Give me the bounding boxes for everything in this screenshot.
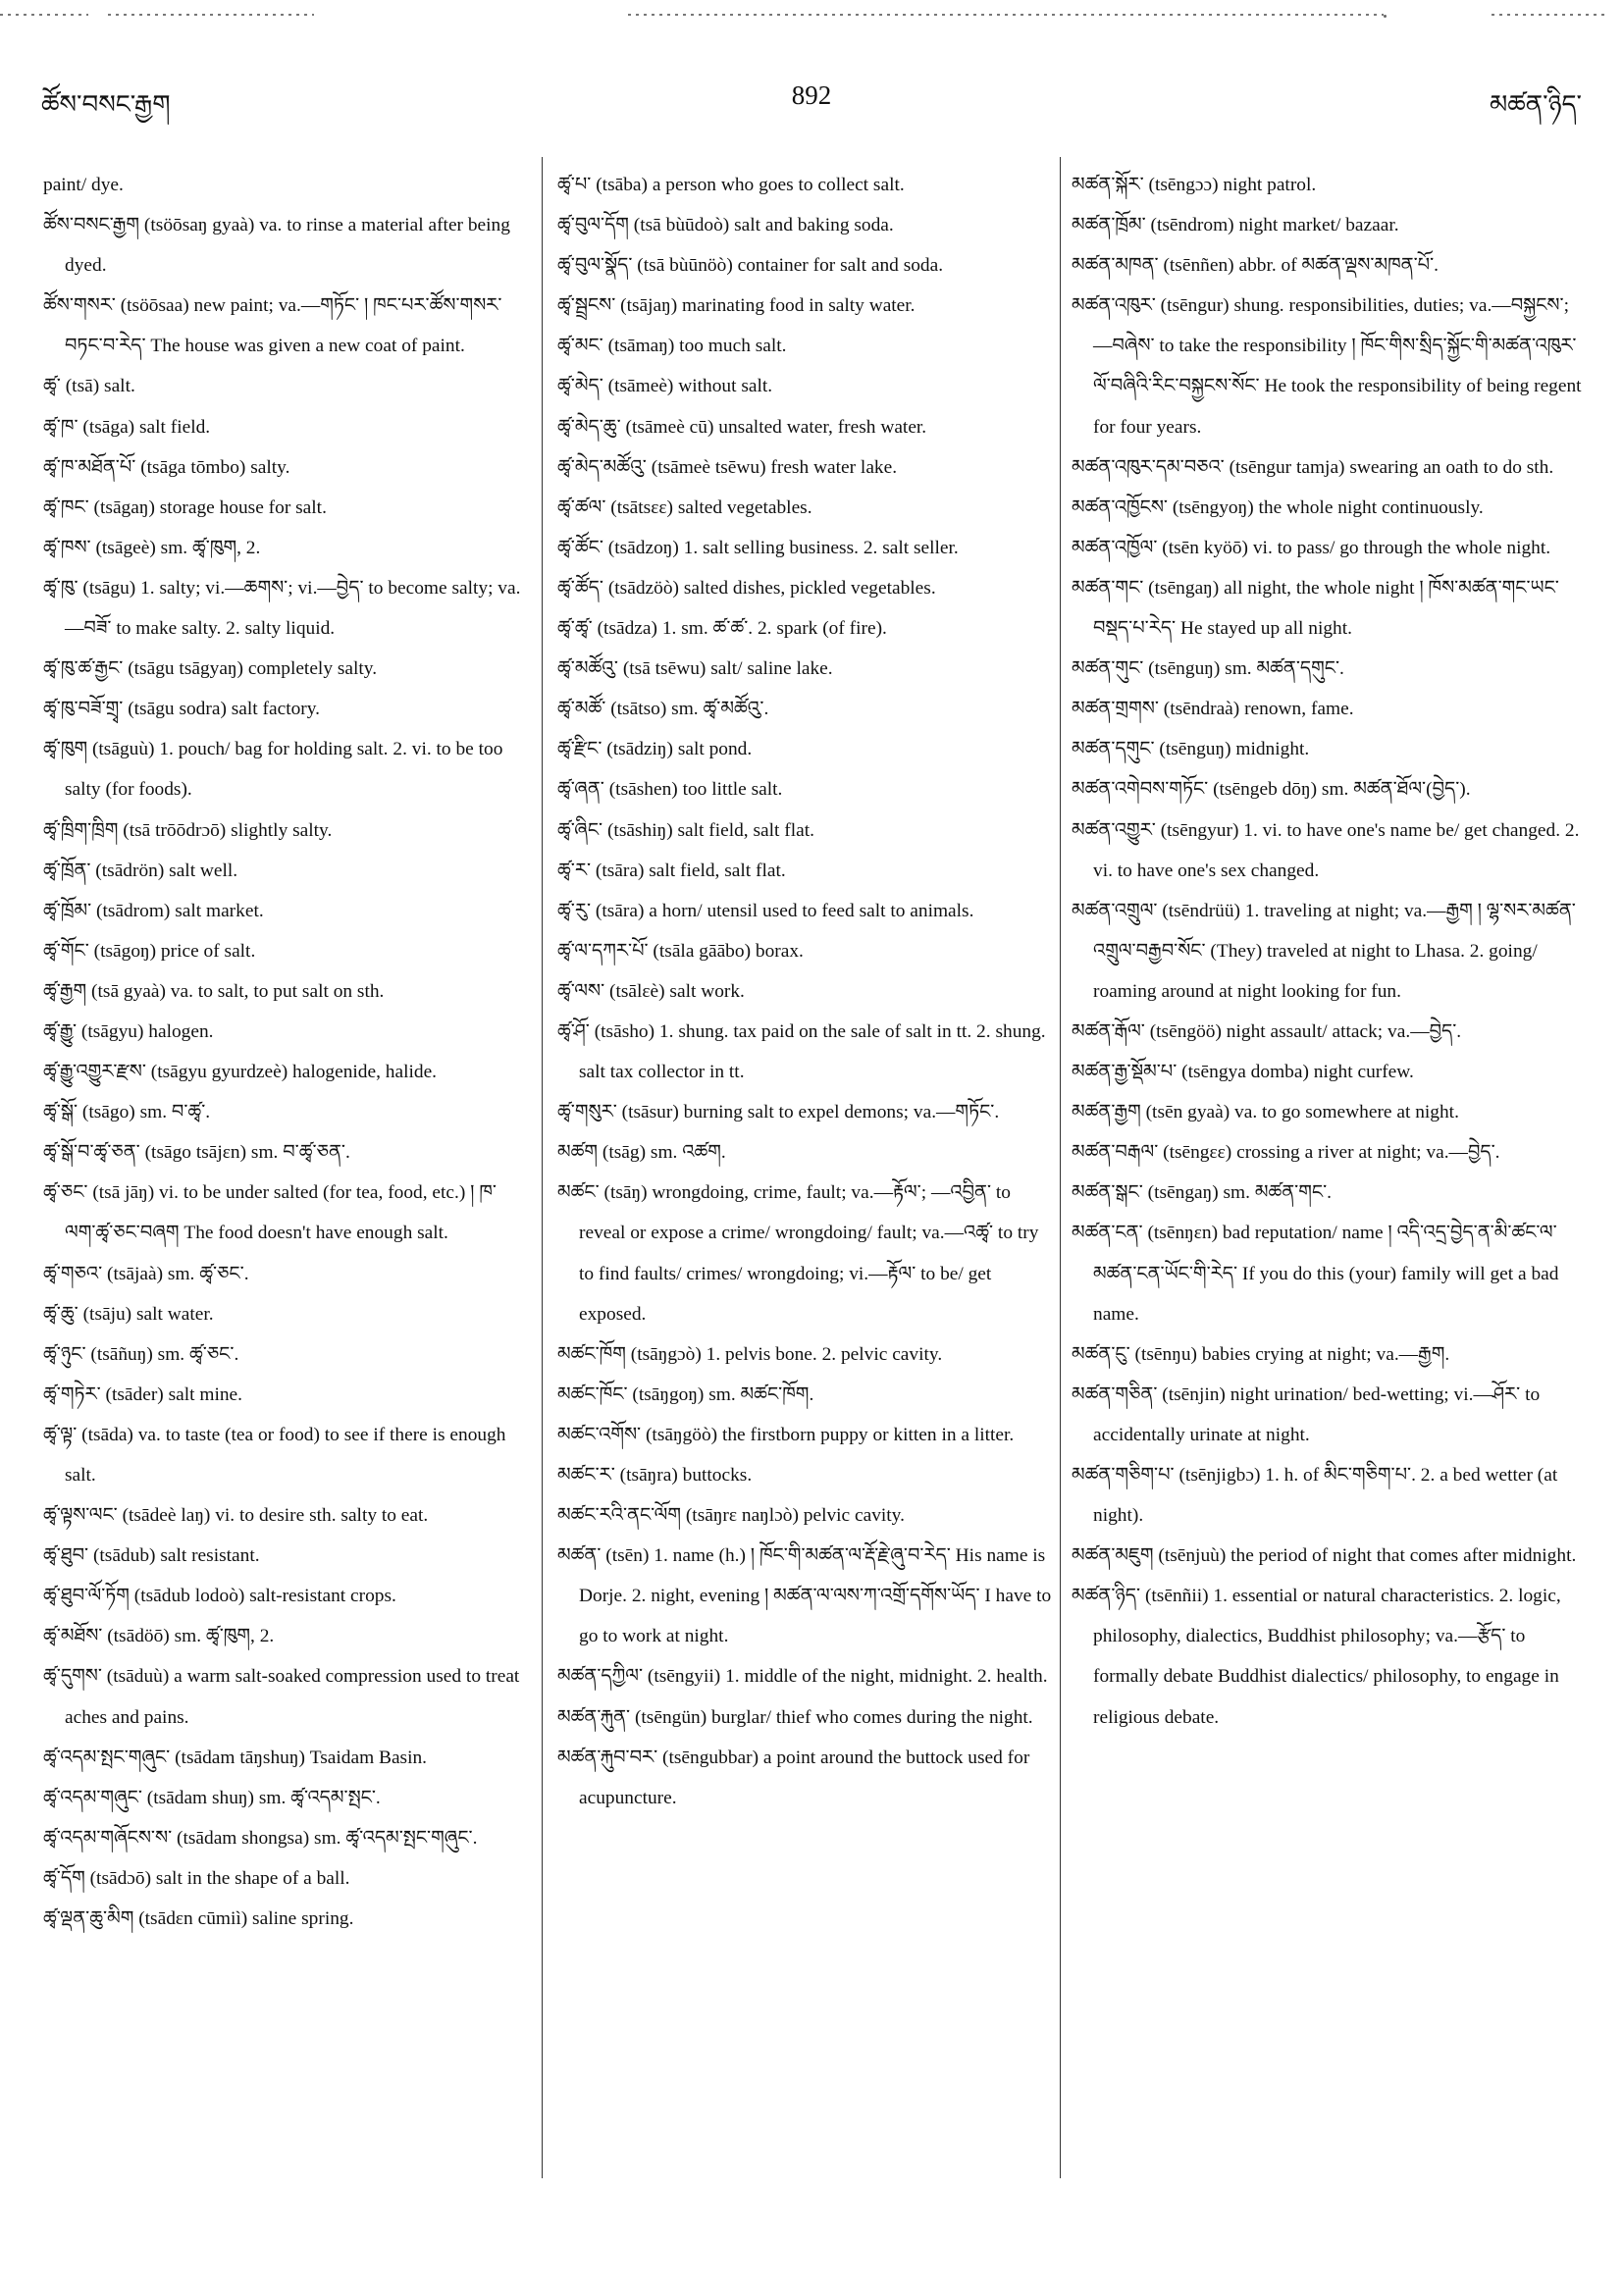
dictionary-entry: ཚྭ་ཁ་ (tsāga) salt field. [43,416,211,438]
dictionary-entry: ཚྭ་ཁྲོམ་ (tsādrom) salt market. [43,900,264,921]
dictionary-entry: ཚྭ་ར་ (tsāra) salt field, salt flat. [557,860,786,881]
dictionary-entry: མཚན་མཇུག (tsēnjuù) the period of night that comes after midnight. [1072,1545,1577,1567]
dictionary-entry: མཚན་རྒོལ་ (tsēngöö) night assault/ attack; va.—བྱེད་. [1072,1020,1462,1042]
scan-speck [1384,15,1387,18]
dictionary-entry: མཚན་ (tsēn) 1. name (h.) ། ཁོང་གི་མཚན་ལ་རྡོ་རྗེ་ཞུ་བ་རེད་ His name is Dorje. 2. night, evening ། མཚན་ལ་ལས་ཀ་འགྲོ་དགོས་ཡོད་ I have to go to work at night. [557,1545,1052,1647]
dictionary-entry: མཚང་ (tsāŋ) wrongdoing, crime, fault; va.—རྟོལ་; —འབྱིན་ to reveal or expose a crime/ wrongdoing/ fault; va.—འཚྭ་ to try to find faults/ crimes/ wrongdoing; vi.—རྟོལ་ to be/ get exposed. [557,1182,1039,1325]
dictionary-entry: ཚྭ་ཚོད་ (tsādzöò) salted dishes, pickled vegetables. [557,577,936,599]
dictionary-entry: ཚྭ་མེད་ (tsāmeè) without salt. [557,376,773,397]
dictionary-entry: མཚན་གུང་ (tsēnguŋ) sm. མཚན་དགུང་. [1072,658,1344,680]
column-rule [1060,157,1061,2178]
dictionary-entry: ཚྭ་ཆུ་ (tsāju) salt water. [43,1303,214,1325]
dictionary-entry: ཚྭ་ལྡན་ཆུ་མིག (tsādɛn cūmiì) saline spring. [43,1908,354,1930]
dictionary-entry: ཚྭ་འདམ་སྤང་གཞུང་ (tsādam tāŋshuŋ) Tsaidam Basin. [43,1747,428,1768]
dictionary-entry: མཚག (tsāg) sm. འཚག. [557,1142,726,1164]
column-rule [542,157,543,2178]
dictionary-entry: ཚྭ་མཚོའུ་ (tsā tsēwu) salt/ saline lake. [557,658,833,680]
dictionary-entry: ཚྭ་ཁུག (tsāguù) 1. pouch/ bag for holding salt. 2. vi. to be too salty (for foods). [43,739,503,801]
dictionary-entry: མཚང་ར་ (tsāŋra) buttocks. [557,1465,753,1486]
dictionary-entry: མཚན་ཉིད་ (tsēnñii) 1. essential or natural characteristics. 2. logic, philosophy, dialectics, Buddhist philosophy; va.—རྩོད་ to formally debate Buddhist dialectics/ philosophy, to engage in religious debate. [1072,1586,1561,1728]
dictionary-entry: ཚྭ་ཁུ་ (tsāgu) 1. salty; vi.—ཆགས་; vi.—བྱེད་ to become salty; va.—བཟོ་ to make salty. 2. salty liquid. [43,577,521,640]
dictionary-entry: ཚྭ་སྒོ་བ་ཚྭ་ཅན་ (tsāgo tsājɛn) sm. བ་ཚྭ་ཅན་. [43,1142,350,1164]
dictionary-entry: ཚྭ་ཉུང་ (tsāñuŋ) sm. ཚྭ་ཅང་. [43,1343,239,1365]
dictionary-entry: ཚྭ་གསུར་ (tsāsur) burning salt to expel demons; va.—གཏོང་. [557,1102,1000,1123]
dictionary-entry: ཚྭ་ཁུ་བཟོ་གྲྭ་ (tsāgu sodra) salt factory. [43,699,321,720]
dictionary-entry: ཚྭ་མེད་ཆུ་ (tsāmeè cū) unsalted water, fresh water. [557,416,927,438]
dictionary-entry: ཚྭ་ཞིང་ (tsāshiŋ) salt field, salt flat. [557,819,814,841]
dictionary-entry: མཚན་བརྒལ་ (tsēngɛɛ) crossing a river at night; va.—བྱེད་. [1072,1142,1500,1164]
dictionary-entry: ཚྭ་རྒྱུ་འགྱུར་རྫས་ (tsāgyu gyurdzeè) halogenide, halide. [43,1062,438,1083]
dictionary-entry: ཚྭ་ཚོང་ (tsādzoŋ) 1. salt selling business. 2. salt seller. [557,537,959,558]
dictionary-entry: ཚྭ་ (tsā) salt. [43,376,135,397]
dictionary-entry: ཚྭ་ཁྲིག་ཁྲིག (tsā trōōdrɔō) slightly salty. [43,819,333,841]
dictionary-entry: མཚན་སྐོར་ (tsēngɔɔ) night patrol. [1072,175,1317,195]
dictionary-entry: ཚྭ་རུ་ (tsāra) a horn/ utensil used to feed salt to animals. [557,900,974,921]
dictionary-entry: ཚྭ་ཚྭ་ (tsādza) 1. sm. ཚ་ཚ་. 2. spark (of fire). [557,618,887,640]
dictionary-entry: མཚང་ཁོག (tsāŋgɔò) 1. pelvis bone. 2. pelvic cavity. [557,1343,943,1365]
dictionary-entry: ཚྭ་ལྟ་ (tsāda) va. to taste (tea or food) to see if there is enough salt. [43,1424,506,1486]
dictionary-entry: མཚན་དགུང་ (tsēnguŋ) midnight. [1072,739,1310,760]
dictionary-entry: མཚན་འགྱུར་ (tsēngyur) 1. vi. to have one's name be/ get changed. 2. vi. to have one's sex changed. [1072,819,1580,881]
dictionary-entry: ཚྭ་སྒོ་ (tsāgo) sm. བ་ཚྭ་. [43,1102,211,1123]
dictionary-entry: ཚྭ་ཁྲོན་ (tsādrön) salt well. [43,860,238,881]
dictionary-entry: མཚང་ཁོང་ (tsāŋgoŋ) sm. མཚང་ཁོག. [557,1383,814,1405]
dictionary-entry: ཚྭ་མཚོ་ (tsātso) sm. ཚྭ་མཚོའུ་. [557,699,769,720]
dictionary-entry: ཚྭ་མཐོས་ (tsādöō) sm. ཚྭ་ཁུག, 2. [43,1626,275,1647]
dictionary-entry: ཚྭ་ཞན་ (tsāshen) too little salt. [557,779,783,801]
dictionary-entry: མཚན་རྐུན་ (tsēngün) burglar/ thief who comes during the night. [557,1706,1033,1728]
dictionary-entry: ཚྭ་དོག (tsādɔō) salt in the shape of a ball. [43,1867,350,1889]
dictionary-entry: ཚྭ་ཐུབ་ལོ་ཏོག (tsādub lodoò) salt-resistant crops. [43,1586,396,1607]
dictionary-entry: མཚན་འཁུར་ (tsēngur) shung. responsibilities, duties; va.—བསྐྱངས་; —བཞེས་ to take the responsibility ། ཁོང་གིས་སྲིད་སྐྱོང་གི་མཚན་འཁུར་ལོ་བཞིའི་རིང་བསྐྱངས་སོང་ He took the responsibility of being regent for four years. [1072,295,1582,438]
dictionary-entry: མཚན་རྒྱག (tsēn gyaà) va. to go somewhere at night. [1072,1102,1459,1123]
dictionary-entry: ཚྭ་ཁང་ (tsāgaŋ) storage house for salt. [43,496,327,518]
dictionary-entry: མཚན་ངུ་ (tsēnŋu) babies crying at night; va.—རྒྱག. [1072,1343,1450,1365]
dictionary-entry: ཚྭ་རྒྱག (tsā gyaà) va. to salt, to put salt on sth. [43,980,385,1002]
dictionary-entry: ཚྭ་ཐུབ་ (tsādub) salt resistant. [43,1545,260,1567]
dictionary-entry: ཚྭ་གཏེར་ (tsāder) salt mine. [43,1383,242,1405]
dictionary-entry: མཚན་གཅིན་ (tsēnjin) night urination/ bed-wetting; vi.—ཤོར་ to accidentally urinate at night. [1072,1383,1541,1445]
dictionary-entry: ཚྭ་ལྟས་ལང་ (tsādeè laŋ) vi. to desire sth. salty to eat. [43,1505,429,1527]
dictionary-entry: མཚན་ངན་ (tsēnŋɛn) bad reputation/ name ། འདི་འདྲ་བྱེད་ན་མི་ཚང་ལ་མཚན་ངན་ཡོང་གི་རེད་ If you do this (your) family will get a bad name. [1072,1223,1559,1325]
dictionary-entry: མཚན་གང་ (tsēngaŋ) all night, the whole night ། ཁོས་མཚན་གང་ཡང་བསྡད་པ་རེད་ He stayed up all night. [1072,577,1559,640]
dictionary-entry: མཚན་འགེབས་གཏོང་ (tsēngeb dōŋ) sm. མཚན་ཐོལ་(བྱེད་). [1072,779,1471,801]
dictionary-entry: མཚན་རྐུབ་བར་ (tsēngubbar) a point around the buttock used for acupuncture. [557,1747,1030,1808]
dictionary-entry: ཚྭ་ཁ་མཐོན་པོ་ (tsāga tōmbo) salty. [43,456,290,478]
dictionary-entry: ཚྭ་གཅའ་ (tsājaà) sm. ཚྭ་ཅང་. [43,1263,249,1284]
running-head-left: ཚོས་བསང་རྒྱག [41,90,171,120]
dictionary-entry: མཚན་འཁྱོལ་ (tsēn kyöō) vi. to pass/ go through the whole night. [1072,537,1551,558]
dictionary-entry: ཚྭ་རྒྱུ་ (tsāgyu) halogen. [43,1020,214,1042]
dictionary-entry: མཚན་སྒང་ (tsēngaŋ) sm. མཚན་གང་. [1072,1182,1333,1204]
scan-top-edge [0,14,1623,20]
dictionary-entry: ཚྭ་པ་ (tsāba) a person who goes to collect salt. [557,175,905,195]
dictionary-entry: paint/ dye. [43,175,124,195]
dictionary-entry: ཚྭ་སྦྲངས་ (tsājaŋ) marinating food in salty water. [557,295,916,317]
dictionary-entry: མཚང་འགོས་ (tsāŋgöò) the firstborn puppy or kitten in a litter. [557,1424,1015,1445]
dictionary-entry: ཚྭ་ཁས་ (tsāgeè) sm. ཚྭ་ཁུག, 2. [43,537,261,558]
page-number: 892 [791,80,832,110]
dictionary-entry: ཚྭ་ལ་དཀར་པོ་ (tsāla gāābo) borax. [557,940,804,962]
dictionary-entry: ཚྭ་བུལ་སྣོད་ (tsā bùūnöò) container for salt and soda. [557,255,944,277]
dictionary-entry: ཚྭ་གོང་ (tsāgoŋ) price of salt. [43,940,256,962]
dictionary-column-2 [557,165,1053,1818]
dictionary-column-1 [43,165,522,1939]
dictionary-entry: ཚྭ་ཤོ་ (tsāsho) 1. shung. tax paid on the sale of salt in tt. 2. shung. salt tax collector in tt. [557,1020,1046,1083]
dictionary-entry: ཚྭ་འདམ་གཞུང་ (tsādam shuŋ) sm. ཚྭ་འདམ་སྤང་. [43,1787,381,1808]
dictionary-entry: མཚན་གཅིག་པ་ (tsēnjigbɔ) 1. h. of མིང་གཅིག་པ་. 2. a bed wetter (at night). [1072,1465,1558,1527]
dictionary-entry: མཚན་འཁུར་དམ་བཅའ་ (tsēngur tamja) swearing an oath to do sth. [1072,456,1554,478]
dictionary-entry: མཚན་མཁན་ (tsēnñen) abbr. of མཚན་ལྡས་མཁན་པོ་. [1072,255,1439,277]
dictionary-entry: ཚྭ་འདམ་གཞོངས་ས་ (tsādam shongsa) sm. ཚྭ་འདམ་སྤང་གཞུང་. [43,1827,478,1849]
running-head-right: མཚན་ཉིད་ [1490,90,1582,120]
dictionary-entry: ཚོས་གསར་ (tsöōsaa) new paint; va.—གཏོང་ ། ཁང་པར་ཚོས་གསར་བཏང་བ་རེད་ The house was given a new coat of paint. [43,295,502,357]
dictionary-entry: ཚྭ་ཅང་ (tsā jāŋ) vi. to be under salted (for tea, food, etc.) ། ཁ་ལག་ཚྭ་ཅང་བཞག The food doesn't have enough salt. [43,1182,497,1244]
dictionary-entry: མཚན་དཀྱིལ་ (tsēngyii) 1. middle of the night, midnight. 2. health. [557,1666,1048,1688]
dictionary-entry: མཚན་འགྲུལ་ (tsēndrüü) 1. traveling at night; va.—རྒྱག ། ལྷ་སར་མཚན་འགྲུལ་བརྒྱབ་སོང་ (They) traveled at night to Lhasa. 2. going/ roaming around at night looking for fun. [1072,900,1576,1002]
dictionary-entry: ཚྭ་དུགས་ (tsāduù) a warm salt-soaked compression used to treat aches and pains. [43,1666,520,1728]
dictionary-entry: མཚན་རྒྱ་སྡོམ་པ་ (tsēngya domba) night curfew. [1072,1062,1414,1083]
dictionary-entry: ཚྭ་ལས་ (tsālɛè) salt work. [557,980,745,1002]
dictionary-entry: ཚྭ་བུལ་དོག (tsā bùūdoò) salt and baking soda. [557,215,894,236]
dictionary-entry: ཚྭ་མང་ (tsāmaŋ) too much salt. [557,336,787,357]
dictionary-entry: ཚྭ་ཁུ་ཚ་རྒྱང་ (tsāgu tsāgyaŋ) completely salty. [43,658,378,680]
dictionary-entry: མཚན་གྲགས་ (tsēndraà) renown, fame. [1072,699,1354,720]
dictionary-entry: མཚན་འཁྱོངས་ (tsēngyoŋ) the whole night continuously. [1072,496,1484,518]
dictionary-entry: ཚྭ་རྫིང་ (tsādziŋ) salt pond. [557,739,753,760]
dictionary-entry: ཚྭ་ཚལ་ (tsātsɛɛ) salted vegetables. [557,496,812,518]
dictionary-entry: མཚང་རའི་ནང་ལོག (tsāŋrɛ naŋlɔò) pelvic cavity. [557,1505,905,1527]
dictionary-entry: མཚན་ཁྲོམ་ (tsēndrom) night market/ bazaar. [1072,215,1399,236]
dictionary-entry: ཚྭ་མེད་མཚོའུ་ (tsāmeè tsēwu) fresh water lake. [557,456,898,478]
dictionary-entry: ཚོས་བསང་རྒྱག (tsöōsaŋ gyaà) va. to rinse a material after being dyed. [43,215,510,277]
dictionary-column-3 [1072,165,1582,1738]
